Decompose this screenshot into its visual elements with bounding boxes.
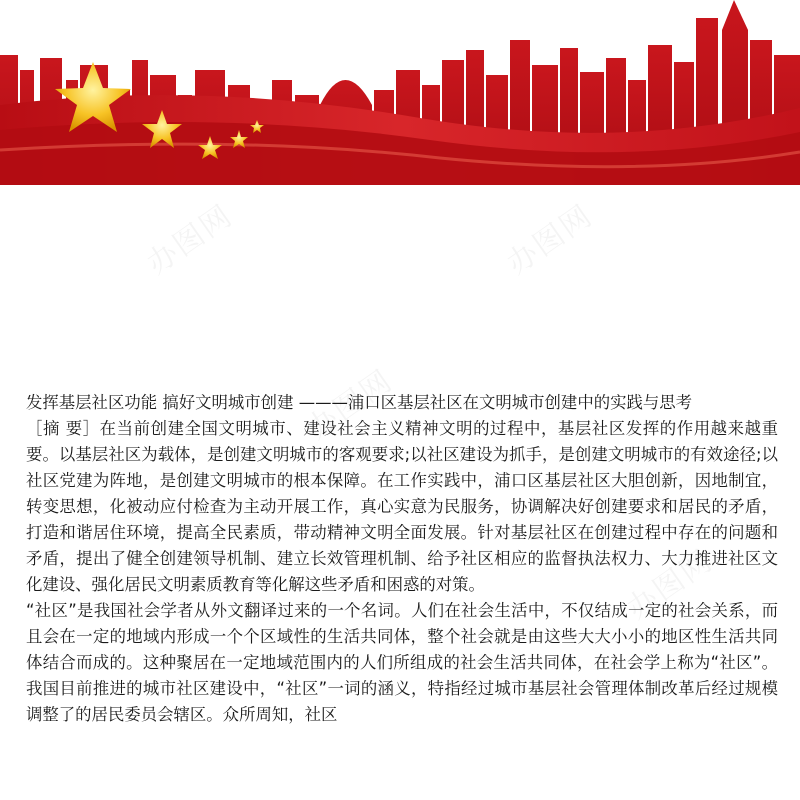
article-body (26, 390, 778, 728)
title-dash: ——— (298, 393, 348, 412)
abstract-paragraph: ［摘 要］在当前创建全国文明城市、建设社会主义精神文明的过程中，基层社区发挥的作用越来越重要。以基层社区为载体，是创建文明城市的客观要求;以社区建设为抓手，是创建文明城市的有效途径;以社区党建为阵地，是创建文明城市的根本保障。在工作实践中，浦口区基层社区大胆创新，因地制宜，转变思想，化被动应付检查为主动开展工作，真心实意为民服务，协调解决好创建要求和居民的矛盾，打造和谐居住环境，提高全民素质，带动精神文明全面发展。针对基层社区在创建过程中存在的问题和矛盾，提出了健全创建领导机制、建立长效管理机制、给予社区相应的监督执法权力、大力推进社区文化建设、强化居民文明素质教育等化解这些矛盾和困惑的对策。 (26, 419, 778, 594)
watermark (496, 191, 600, 282)
body-paragraph: “社区”是我国社会学者从外文翻译过来的一个名词。人们在社会生活中，不仅结成一定的社会关系，而且会在一定的地域内形成一个个区域性的生活共同体，整个社会就是由这些大大小小的地区性生活共同体结合而成的。这种聚居在一定地域范围内的人们所组成的社会生活共同体，在社会学上称为“社区”。我国目前推进的城市社区建设中，“社区”一词的涵义，特指经过城市基层社会管理体制改革后经过规模调整了的居民委员会辖区。众所周知，社区 (26, 601, 778, 724)
header-banner (0, 0, 800, 185)
watermark (136, 191, 240, 282)
article-title (26, 390, 778, 416)
city-skyline-banner-graphic (0, 0, 800, 185)
title-main: 发挥基层社区功能 搞好文明城市创建 (26, 393, 294, 412)
title-subtitle: 浦口区基层社区在文明城市创建中的实践与思考 (347, 393, 693, 412)
